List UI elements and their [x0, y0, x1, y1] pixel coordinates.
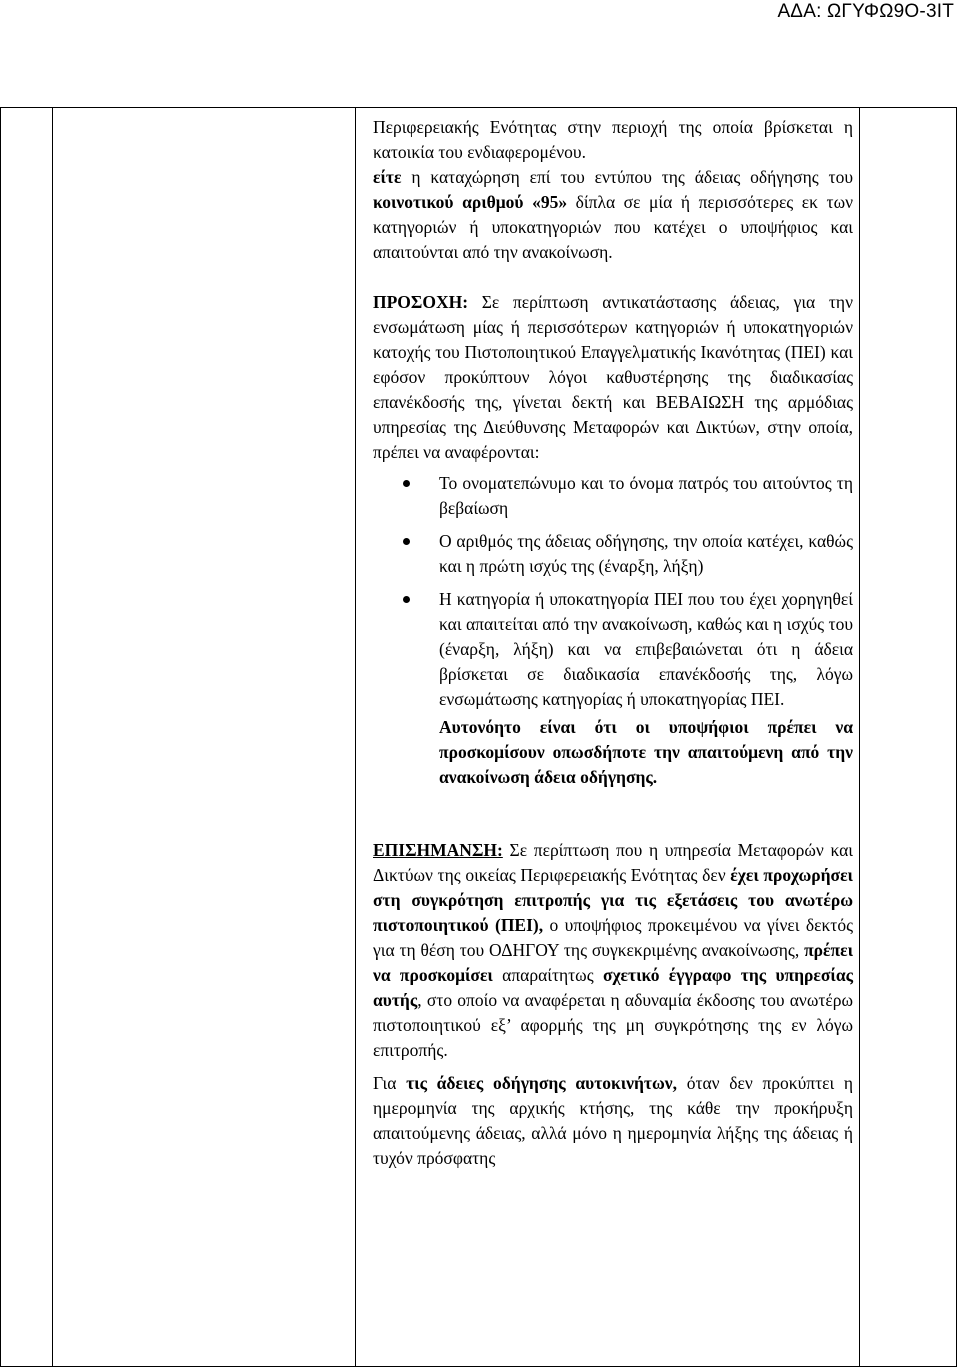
bullet-icon [403, 480, 410, 487]
list-item-text: Το ονοματεπώνυμο και το όνομα πατρός του αιτούντος τη βεβαίωση [439, 473, 853, 518]
table-cell-content [356, 108, 860, 1367]
bullet-icon [403, 538, 410, 545]
table-cell-2 [53, 108, 356, 1367]
text-run: δίπλα σε μία ή περισσότερες εκ των κατηγοριών ή υποκατηγοριών που κατέχει ο υποψήφιος και απαιτούνται από την ανακοίνωση. [373, 192, 853, 262]
text-run: Για [373, 1073, 407, 1093]
either-word: είτε [373, 167, 402, 187]
cell-text [373, 115, 853, 1171]
text-run: απαραίτητως [492, 965, 603, 985]
bullet-icon [403, 596, 410, 603]
attention-label: ΠΡΟΣΟΧΗ: [373, 292, 469, 312]
text-run: η καταχώρηση επί του εντύπου της άδειας οδήγησης του [401, 167, 853, 187]
bold-run: έχει προχωρήσει στη συγκρότηση επιτροπής για τις εξετάσεις του ανωτέρω πιστοποιητικού (ΠΕΙ), [373, 865, 853, 935]
notice-label-text: ΕΠΙΣΗΜΑΝΣΗ: [373, 840, 503, 860]
spacer [373, 1063, 853, 1071]
list-item-text: Ο αριθμός της άδειας οδήγησης, την οποία κατέχει, καθώς και η πρώτη ισχύς της (έναρξη, λήξη) [439, 531, 853, 576]
table-cell-4 [860, 108, 957, 1367]
list-item [373, 471, 853, 521]
table-row [1, 108, 957, 1367]
bold-run: σχετικό έγγραφο της υπηρεσίας αυτής [373, 965, 853, 1010]
table-cell-1 [1, 108, 53, 1367]
requirements-list [373, 471, 853, 712]
bold-note-text: Αυτονόητο είναι ότι οι υποψήφιοι πρέπει να προσκομίσουν οπωσδήποτε την απαιτούμενη από την ανακοίνωση άδεια οδήγησης. [439, 717, 853, 787]
spacer [373, 790, 853, 838]
notice-label [373, 840, 503, 860]
bold-run: πρέπει να προσκομίσει [373, 940, 853, 985]
text-run: , στο οποίο να αναφέρεται η αδυναμία έκδοσης του ανωτέρω πιστοποιητικού εξ’ αφορμής της μη συγκρότησης της εν λόγω επιτροπής. [373, 990, 853, 1060]
paragraph-car-licenses [373, 1071, 853, 1171]
bold-run: τις άδειες οδήγησης αυτοκινήτων, [406, 1073, 677, 1093]
ada-code: ΑΔΑ: ΩΓΥΦΩ9Ο-3ΙΤ [777, 1, 954, 22]
text-run: Σε περίπτωση αντικατάστασης άδειας, για την ενσωμάτωση μίας ή περισσότερων κατηγοριών ή υποκατηγοριών κατοχής του Πιστοποιητικού Επαγγελματικής Ικανότητας (ΠΕΙ) και εφόσον προκύπτουν λόγοι καθυστέρησης της διαδικασίας επανέκδοσής της, γίνεται δεκτή και ΒΕΒΑΙΩΣΗ της αρμόδιας υπηρεσίας της Διεύθυνσης Μεταφορών και Δικτύων, στην οποία, πρέπει να αναφέρονται: [373, 292, 853, 462]
list-item-text: Η κατηγορία ή υποκατηγορία ΠΕΙ που του έχει χορηγηθεί και απαιτείται από την ανακοίνωση, καθώς και η ισχύς του (έναρξη, λήξη) και να επιβεβαιώνεται ότι η άδεια βρίσκεται σε διαδικασία επανέκδοσής της, λόγω ενσωμάτωσης κατηγορίας ή υποκατηγορίας ΠΕΙ. [439, 589, 853, 709]
text-run: ο υποψήφιος προκειμένου να γίνει δεκτός για τη θέση του ΟΔΗΓΟΥ της συγκεκριμένης ανακοίνωσης, [373, 915, 853, 960]
list-item [373, 529, 853, 579]
text-run: Σε περίπτωση που η υπηρεσία Μεταφορών και Δικτύων της οικείας Περιφερειακής Ενότητας δεν [373, 840, 853, 885]
document-table [0, 107, 957, 1367]
text-run: όταν δεν προκύπτει η ημερομηνία της αρχικής κτήσης, της κάθε την προκήρυξη απαιτούμενης άδειας, αλλά μόνο η ημερομηνία λήξης της άδειας ή τυχόν πρόσφατης [373, 1073, 854, 1168]
community-code-phrase: κοινοτικού αριθμού «95» [373, 192, 568, 212]
paragraph-regional-unit: Περιφερειακής Ενότητας στην περιοχή της οποία βρίσκεται η κατοικία του ενδιαφερομένου. [373, 117, 853, 162]
spacer [373, 265, 853, 290]
bold-note [373, 715, 853, 790]
paragraph-notice [373, 838, 853, 1063]
paragraph-community-code [373, 165, 853, 265]
paragraph-attention [373, 290, 853, 465]
list-item [373, 587, 853, 712]
